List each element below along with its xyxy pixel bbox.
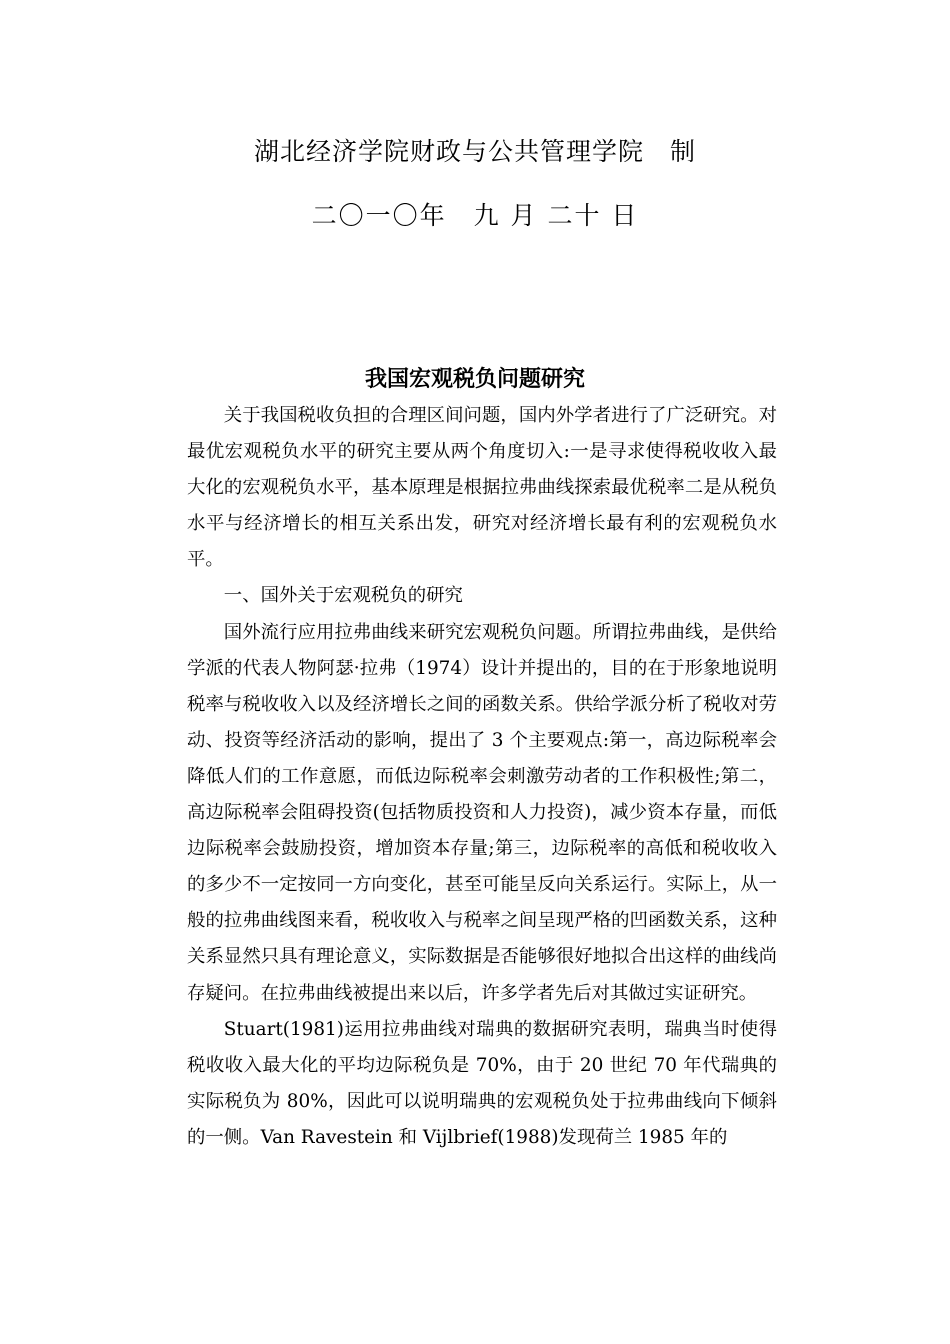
article-body — [187, 398, 777, 1156]
section-heading: 一、国外关于宏观税负的研究 — [223, 585, 463, 607]
paragraph-intro: 关于我国税收负担的合理区间问题，国内外学者进行了广泛研究。对最优宏观税负水平的研究主要从两个角度切入:一是寻求使得税收收入最大化的宏观税负水平，基本原理是根据拉弗曲线探索最优税率二是从税负水平与经济增长的相互关系出发，研究对经济增长最有利的宏观税负水平。 — [187, 405, 777, 571]
paragraph-laffer: 国外流行应用拉弗曲线来研究宏观税负问题。所谓拉弗曲线，是供给学派的代表人物阿瑟·拉弗（1974）设计并提出的，目的在于形象地说明税率与税收收入以及经济增长之间的函数关系。供给学派分析了税收对劳动、投资等经济活动的影响，提出了 3 个主要观点:第一，高边际税率会降低人们的工作意愿，而低边际税率会刺激劳动者的工作积极性;第二，高边际税率会阻碍投资(包括物质投资和人力投资)，减少资本存量，而低边际税率会鼓励投资，增加资本存量;第三，边际税率的高低和税收收入的多少不一定按同一方向变化，甚至可能呈反向关系运行。实际上，从一般的拉弗曲线图来看，税收收入与税率之间呈现严格的凹函数关系，这种关系显然只具有理论意义，实际数据是否能够很好地拟合出这样的曲线尚存疑问。在拉弗曲线被提出来以后，许多学者先后对其做过实证研究。 — [187, 621, 777, 1004]
paragraph-stuart: Stuart(1981)运用拉弗曲线对瑞典的数据研究表明，瑞典当时使得税收收入最大化的平均边际税负是 70%，由于 20 世纪 70 年代瑞典的实际税负为 80%，因此可以说明瑞典的宏观税负处于拉弗曲线向下倾斜的一侧。Van Ravestein 和 Vijlbrief(1988)发现荷兰 1985 年的 — [187, 1018, 777, 1148]
article-title: 我国宏观税负问题研究 — [364, 367, 585, 392]
institution-line: 湖北经济学院财政与公共管理学院 制 — [253, 137, 696, 166]
date-line: 二〇一〇年 九 月 二十 日 — [311, 201, 639, 230]
